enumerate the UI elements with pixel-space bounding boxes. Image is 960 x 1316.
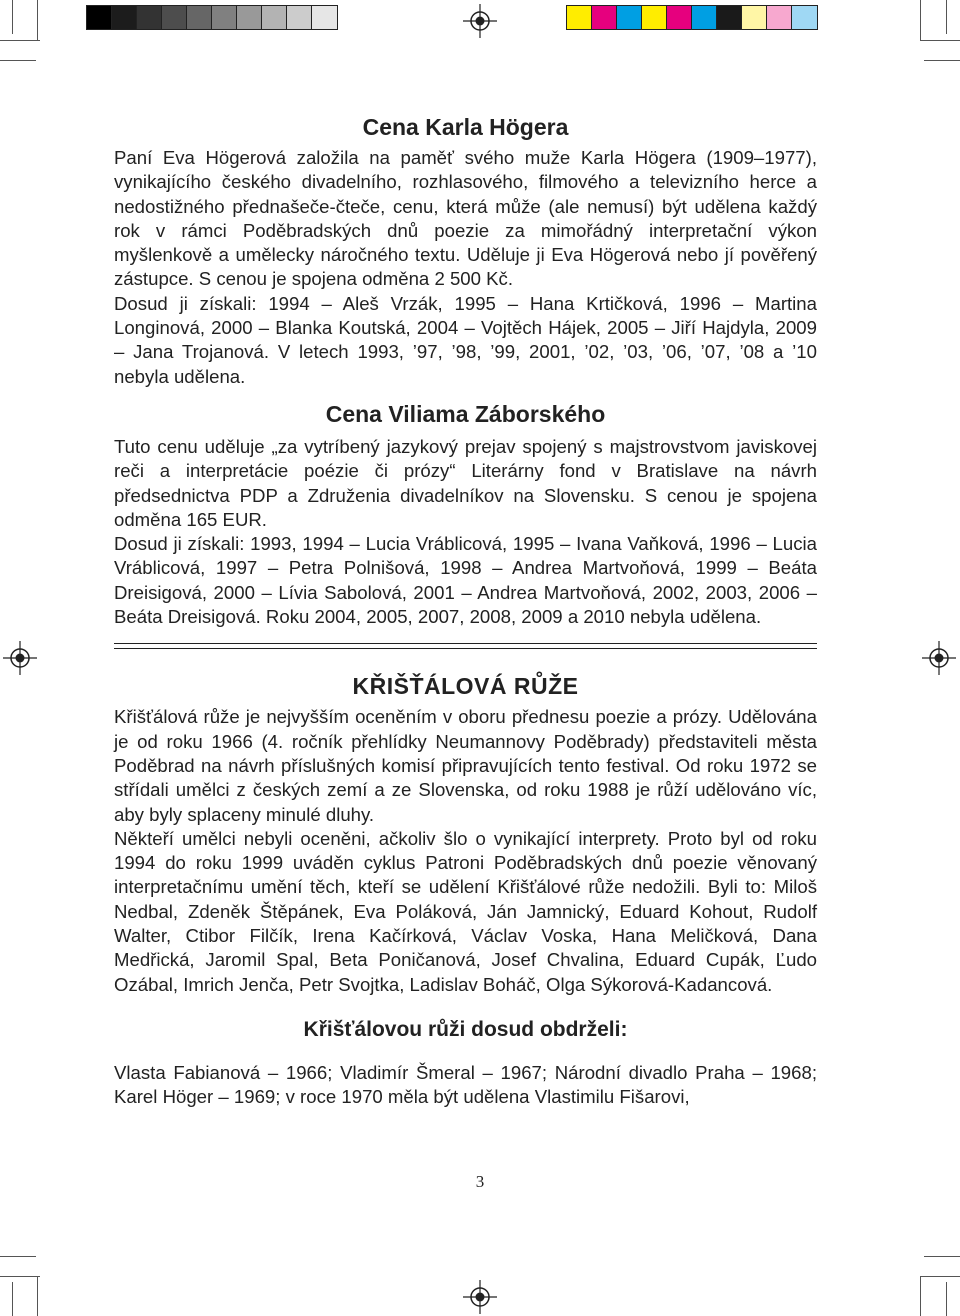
color-swatch <box>287 6 312 29</box>
crop-mark <box>946 1282 947 1316</box>
color-swatch <box>792 6 817 29</box>
color-swatch <box>112 6 137 29</box>
color-swatch <box>212 6 237 29</box>
crop-mark <box>920 1276 960 1277</box>
process-color-bar <box>566 5 818 30</box>
crop-mark <box>0 1276 40 1277</box>
page-number: 3 <box>475 1172 485 1191</box>
section-kristalova-ruze <box>114 671 817 1109</box>
crop-mark <box>920 40 960 41</box>
crop-mark <box>924 60 960 61</box>
crop-mark <box>0 40 40 41</box>
registration-mark-icon <box>3 641 37 675</box>
paragraph: Paní Eva Högerová založila na paměť svého muže Karla Högera (1909–1977), vynikajícího českého divadelního, rozhlasového, filmového a televizního herce a nedostižného přednašeče-čteče, cenu, která může (ale nemusí) být udělena každý rok v rámci Poděbradských dnů poezie za mimořádný interpretační výkon myšlenkově a umělecky náročného textu. Uděluje ji Eva Högerová nebo jí pověřený zástupce. S cenou je spojena odměna 2 500 Kč. <box>114 147 817 290</box>
color-swatch <box>162 6 187 29</box>
color-swatch <box>262 6 287 29</box>
crop-mark <box>12 1282 13 1316</box>
registration-mark-icon <box>463 1280 497 1314</box>
color-swatch <box>567 6 592 29</box>
paragraph: Dosud ji získali: 1993, 1994 – Lucia Vráblicová, 1995 – Ivana Vaňková, 1996 – Lucia Vráblicová, 1997 – Petra Polnišová, 1998 – Andrea Martvoňová, 1999 – Beáta Dreisigová, 2000 – Lívia Sabolová, 2001 – Andrea Martvoňová, 2002, 2003, 2006 – Beáta Dreisigová. Roku 2004, 2005, 2007, 2008, 2009 a 2010 nebyla udělena. <box>114 533 817 628</box>
grayscale-color-bar <box>86 5 338 30</box>
crop-mark <box>0 60 36 61</box>
color-swatch <box>692 6 717 29</box>
color-swatch <box>137 6 162 29</box>
crop-mark <box>0 1256 36 1257</box>
crop-mark <box>37 1276 38 1316</box>
paragraph: Vlasta Fabianová – 1966; Vladimír Šmeral – 1967; Národní divadlo Praha – 1968; Karel Höger – 1969; v roce 1970 měla být udělena Vlastimilu Fišarovi, <box>114 1061 817 1108</box>
crop-mark <box>924 1256 960 1257</box>
color-swatch <box>617 6 642 29</box>
paragraph: Tuto cenu uděluje „za vytríbený jazykový prejav spojený s majstrovstvom javiskovej reči a interpretácie poézie či prózy“ Literárny fond v Bratislave na návrh předsednictva PDP a Združenia divadelníkov na Slovensku. S cenou je spojena odměna 165 EUR. <box>114 435 817 530</box>
crop-mark <box>946 0 947 34</box>
color-swatch <box>642 6 667 29</box>
color-swatch <box>87 6 112 29</box>
registration-mark-icon <box>463 4 497 38</box>
color-swatch <box>717 6 742 29</box>
registration-mark-icon <box>922 641 956 675</box>
color-swatch <box>767 6 792 29</box>
section-cena-viliama-zaborskeho <box>114 399 817 629</box>
color-swatch <box>237 6 262 29</box>
divider-line <box>114 648 817 649</box>
crop-mark <box>920 0 921 40</box>
section-subtitle: Křišťálovou růži dosud obdrželi: <box>303 1017 628 1041</box>
section-title: Cena Viliama Záborského <box>325 400 606 427</box>
section-title: Cena Karla Högera <box>362 114 569 140</box>
color-swatch <box>592 6 617 29</box>
divider-line <box>114 643 817 644</box>
color-swatch <box>312 6 337 29</box>
color-swatch <box>742 6 767 29</box>
section-cena-karla-hogera <box>114 112 817 389</box>
page-content <box>114 112 817 1110</box>
paragraph: Někteří umělci nebyli oceněni, ačkoliv šlo o vynikající interprety. Proto byl od roku 1994 do roku 1999 uváděn cyklus Patroni Poděbradských dnů poezie věnovaný interpretačnímu umění těch, kteří se udělení Křišťálové růže nedožili. Byli to: Miloš Nedbal, Zdeněk Štěpánek, Eva Poláková, Ján Jamnický, Eduard Kohout, Rudolf Walter, Ctibor Filčík, Irena Kačírková, Václav Voska, Hana Meličková, Dana Medřická, Jaromil Spal, Beta Poničanová, Josef Chvalina, Eduard Cupák, Ľudo Ozábal, Imrich Jenča, Petr Svojtka, Ladislav Boháč, Olga Sýkorová-Kadancová. <box>114 827 817 995</box>
crop-mark <box>12 0 13 34</box>
color-swatch <box>667 6 692 29</box>
color-swatch <box>187 6 212 29</box>
double-divider <box>114 643 817 649</box>
crop-mark <box>37 0 38 40</box>
crop-mark <box>920 1276 921 1316</box>
paragraph: Dosud ji získali: 1994 – Aleš Vrzák, 1995 – Hana Krtičková, 1996 – Martina Longinová, 2000 – Blanka Koutská, 2004 – Vojtěch Hájek, 2005 – Jiří Hajdyla, 2009 – Jana Trojanová. V letech 1993, ’97, ’98, ’99, 2001, ’02, ’03, ’06, ’07, ’08 a ’10 nebyla udělena. <box>114 292 817 387</box>
paragraph: Křišťálová růže je nejvyšším oceněním v oboru přednesu poezie a prózy. Udělována je od roku 1966 (4. ročník přehlídky Neumannovy Poděbrady) představiteli města Poděbrad na návrh příslušných komisí připravujících tento festival. Od roku 1972 se střídali umělci z českých zemí a ze Slovenska, od roku 1988 je růží udělováno víc, aby byly splaceny minulé dluhy. <box>114 706 817 825</box>
section-title: KŘIŠŤÁLOVÁ RŮŽE <box>352 673 579 700</box>
